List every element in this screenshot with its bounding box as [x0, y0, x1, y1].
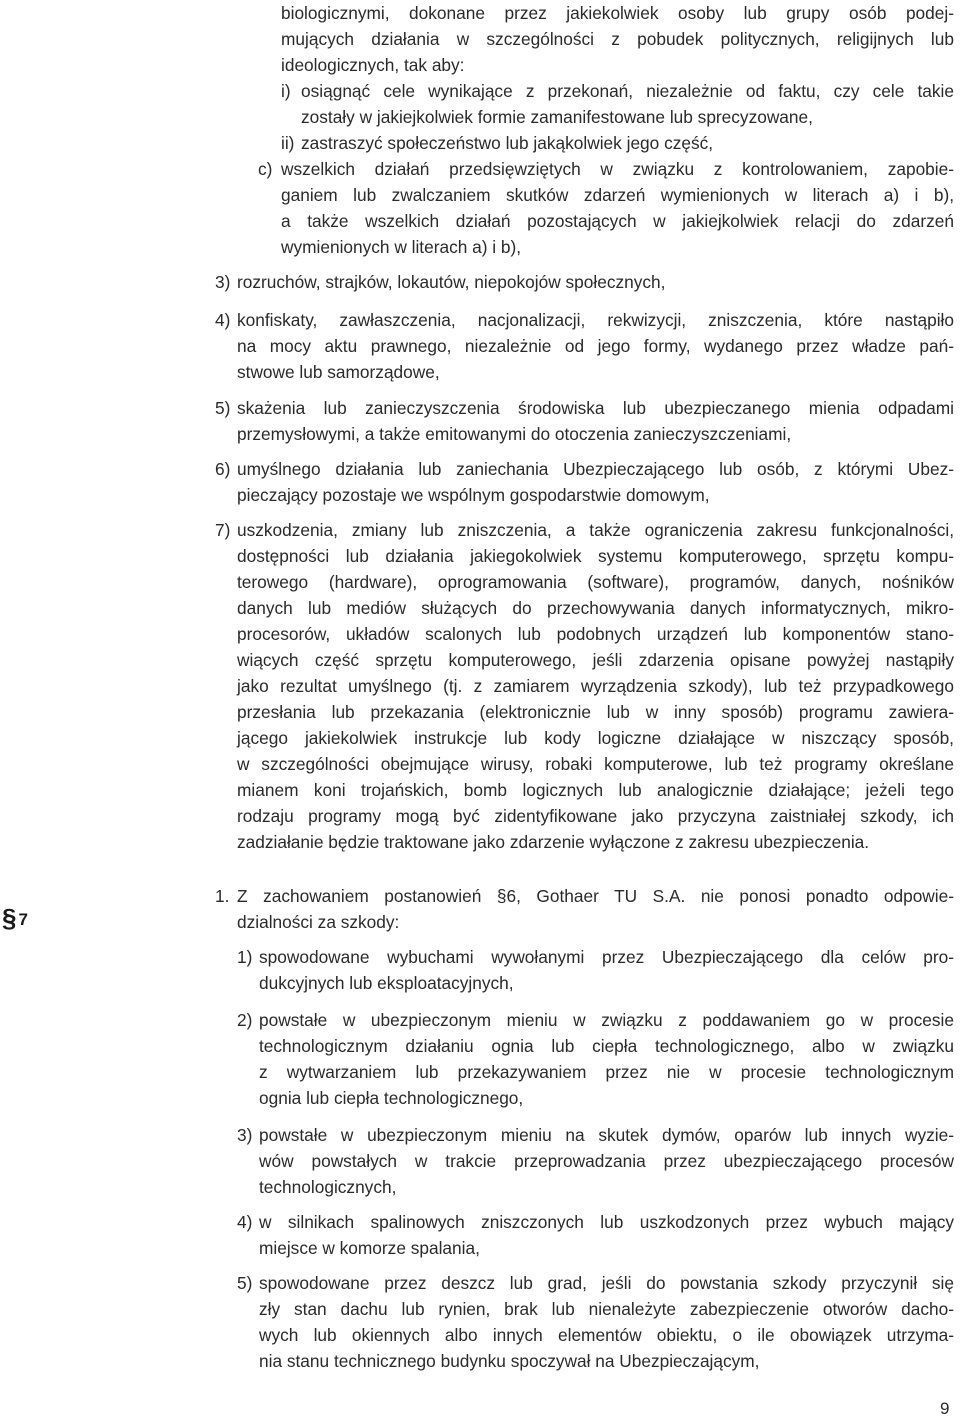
item-label: 4)	[215, 310, 231, 330]
text-line: dostępności lub działania jakiegokolwiek systemu komputerowego, sprzętu kompu-	[237, 546, 954, 566]
item-label: 1)	[237, 947, 253, 967]
text-line: mianem koni trojańskich, bomb logicznych lub analogicznie działające; jeżeli tego	[237, 780, 954, 800]
subitem-label: ii)	[281, 133, 295, 153]
text-line: biologicznymi, dokonane przez jakiekolwiek osoby lub grupy osób podej-	[281, 3, 954, 23]
item-label: 3)	[237, 1125, 253, 1145]
text-line: uszkodzenia, zmiany lub zniszczenia, a także ograniczenia zakresu funkcjonalności,	[237, 520, 954, 540]
section-number: 7	[18, 910, 28, 930]
text-line: przemysłowymi, a także emitowanymi do otoczenia zanieczyszczeniami,	[237, 424, 792, 444]
text-line: spowodowane przez deszcz lub grad, jeśli do powstania szkody przyczynił się	[259, 1273, 954, 1293]
text-line: Z zachowaniem postanowień §6, Gothaer TU S.A. nie ponosi ponadto odpowie-	[237, 886, 954, 906]
page-number: 9	[940, 1399, 950, 1418]
item-label: 4)	[237, 1212, 253, 1232]
text-line: przesłania lub przekazania (elektronicznie lub w inny sposób) programu zawiera-	[237, 702, 954, 722]
text-line: wszelkich działań przedsięwziętych w związku z kontrolowaniem, zapobie-	[281, 159, 954, 179]
text-line: zły stan dachu lub rynien, brak lub nienależyte zabezpieczenie otworów dacho-	[259, 1299, 954, 1319]
text-line: w silnikach spalinowych zniszczonych lub uszkodzonych przez wybuch mający	[259, 1212, 954, 1232]
text-line: ganiem lub zwalczaniem skutków zdarzeń wymienionych w literach a) i b),	[281, 185, 954, 205]
section-heading	[2, 903, 28, 935]
text-line: jako rezultat umyślnego (tj. z zamiarem wyrządzenia szkody), lub też przypadkowego	[237, 676, 954, 696]
text-line: powstałe w ubezpieczonym mieniu na skutek dymów, oparów lub innych wyzie-	[259, 1125, 954, 1145]
subitem-label: i)	[281, 81, 291, 101]
item-label: 2)	[237, 1010, 253, 1030]
subitem-label: c)	[258, 159, 273, 179]
text-line: procesorów, układów scalonych lub podobnych urządzeń lub komponentów stano-	[237, 624, 954, 644]
text-line: zastraszyć społeczeństwo lub jakąkolwiek jego część,	[301, 133, 714, 153]
text-line: ideologicznych, tak aby:	[281, 55, 465, 75]
text-line: wymienionych w literach a) i b),	[281, 237, 522, 257]
list-item-4	[215, 307, 954, 385]
text-line: nia stanu technicznego budynku spoczywał na Ubezpieczającym,	[259, 1351, 760, 1371]
list-item-5	[215, 395, 954, 447]
list-item-3	[215, 269, 954, 295]
text-line: rozruchów, strajków, lokautów, niepokojów społecznych,	[237, 272, 666, 292]
text-line: umyślnego działania lub zaniechania Ubezpieczającego lub osób, z którymi Ubez-	[237, 459, 954, 479]
s7-item-4	[237, 1209, 954, 1261]
text-line: dzialności za szkody:	[237, 912, 400, 932]
text-line: w szczególności obejmujące wirusy, robaki komputerowe, lub też programy określane	[237, 754, 954, 774]
item-2b-continuation	[281, 0, 954, 78]
section-symbol: §	[2, 903, 17, 933]
text-line: technologicznych,	[259, 1177, 397, 1197]
item-label: 7)	[215, 520, 231, 540]
subitem-i	[281, 78, 954, 130]
text-line: a także wszelkich działań pozostających w jakiejkolwiek relacji do zdarzeń	[281, 211, 954, 231]
text-line: zadziałanie będzie traktowane jako zdarzenie wyłączone z zakresu ubezpieczenia.	[237, 832, 870, 852]
item-label: 6)	[215, 459, 231, 479]
s7-item-1	[237, 944, 954, 996]
subitem-c	[258, 156, 954, 260]
text-line: skażenia lub zanieczyszczenia środowiska lub ubezpieczanego mienia odpadami	[237, 398, 954, 418]
text-line: miejsce w komorze spalania,	[259, 1238, 480, 1258]
item-label: 3)	[215, 272, 231, 292]
paragraph-label: 1.	[215, 886, 230, 906]
text-line: powstałe w ubezpieczonym mieniu w związku z poddawaniem go w procesie	[259, 1010, 954, 1030]
text-line: jącego jakiekolwiek instrukcje lub kody logiczne działające w niszczący sposób,	[237, 728, 954, 748]
text-line: zostały w jakiejkolwiek formie zamanifestowane lub sprecyzowane,	[301, 107, 813, 127]
text-line: wów powstałych w trakcie przeprowadzania przez ubezpieczającego procesów	[259, 1151, 954, 1171]
text-line: danych lub mediów służących do przechowywania danych informatycznych, mikro-	[237, 598, 954, 618]
text-line: terowego (hardware), oprogramowania (software), programów, danych, nośników	[237, 572, 954, 592]
text-line: technologicznym działaniu ognia lub ciepła technologicznego, albo w związku	[259, 1036, 954, 1056]
text-line: ognia lub ciepła technologicznego,	[259, 1088, 524, 1108]
section7-paragraph-1	[215, 883, 954, 935]
text-line: wiących część sprzętu komputerowego, jeśli zdarzenia opisane powyżej nastąpiły	[237, 650, 954, 670]
s7-item-3	[237, 1122, 954, 1200]
s7-item-5	[237, 1270, 954, 1374]
text-line: dukcyjnych lub eksploatacyjnych,	[259, 973, 514, 993]
text-line: konfiskaty, zawłaszczenia, nacjonalizacji, rekwizycji, zniszczenia, które nastąpiło	[237, 310, 954, 330]
text-line: spowodowane wybuchami wywołanymi przez Ubezpieczającego dla celów pro-	[259, 947, 954, 967]
text-line: z wytwarzaniem lub przekazywaniem przez nie w procesie technologicznym	[259, 1062, 954, 1082]
text-line: rodzaju programy mogą być zidentyfikowane jako przyczyna zaistniałej szkody, ich	[237, 806, 954, 826]
item-label: 5)	[215, 398, 231, 418]
text-line: wych lub okiennych albo innych elementów obiektu, o ile obowiązek utrzyma-	[259, 1325, 954, 1345]
subitem-ii	[281, 130, 954, 156]
list-item-6	[215, 456, 954, 508]
list-item-7	[215, 517, 954, 855]
text-line: mujących działania w szczególności z pobudek politycznych, religijnych lub	[281, 29, 954, 49]
text-line: na mocy aktu prawnego, niezależnie od jego formy, wydanego przez władze pań-	[237, 336, 954, 356]
text-line: osiągnąć cele wynikające z przekonań, niezależnie od faktu, czy cele takie	[301, 81, 954, 101]
s7-item-2	[237, 1007, 954, 1111]
item-label: 5)	[237, 1273, 253, 1293]
text-line: stwowe lub samorządowe,	[237, 362, 440, 382]
text-line: pieczający pozostaje we wspólnym gospodarstwie domowym,	[237, 485, 710, 505]
